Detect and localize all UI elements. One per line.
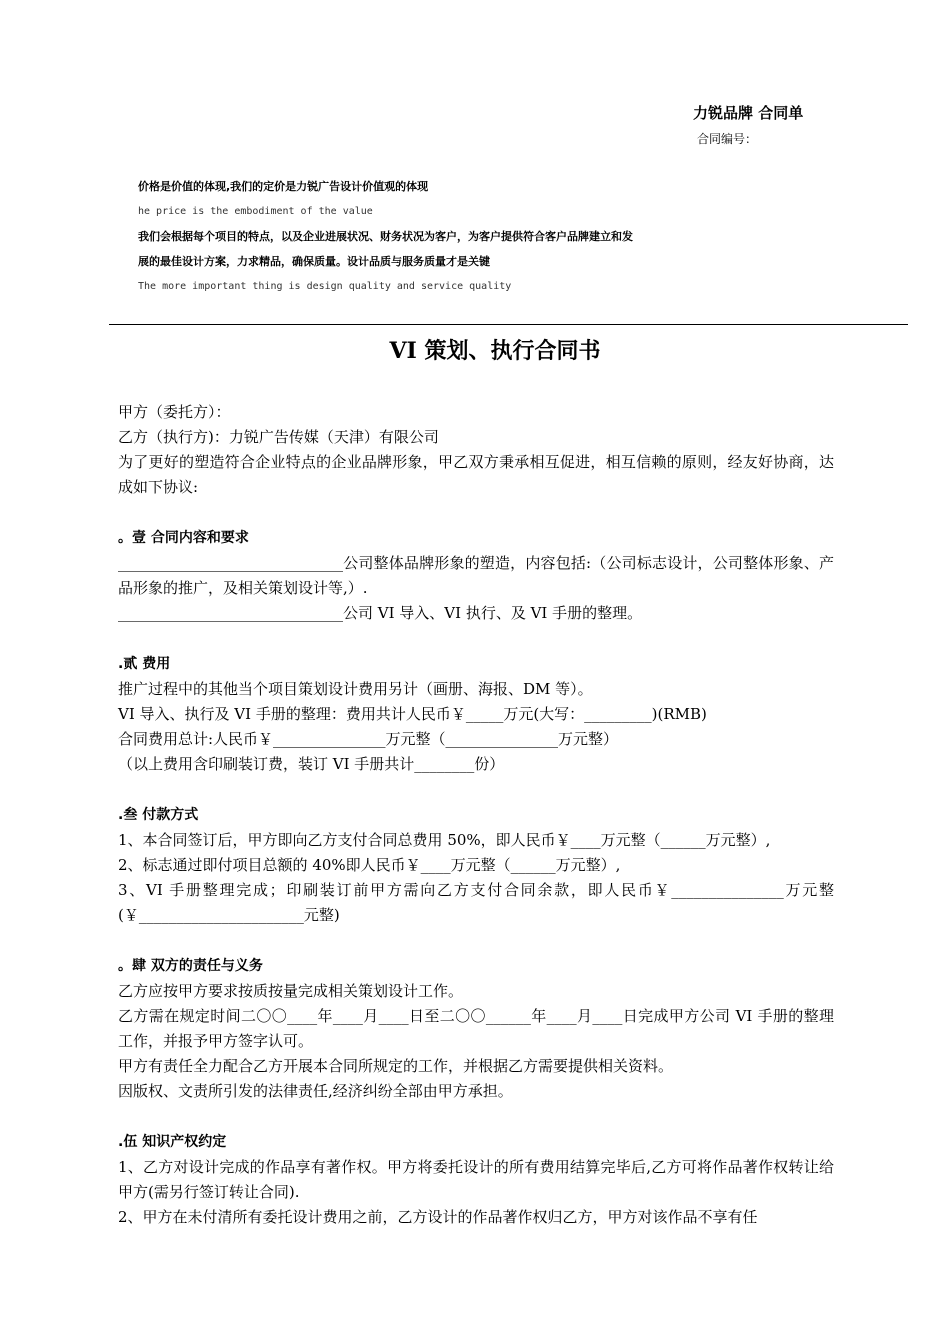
brand-title: 力锐品牌 合同单 xyxy=(693,104,804,122)
slogan-line: 价格是价值的体现,我们的定价是力锐广告设计价值观的体现 xyxy=(138,180,429,193)
slogan-line: 我们会根据每个项目的特点，以及企业进展状况、财务状况为客户，为客户提供符合客户品牌建立和发 xyxy=(138,230,633,243)
document-title: VI 策划、执行合同书 xyxy=(389,338,601,364)
slogan-line: he price is the embodiment of the value xyxy=(138,206,373,217)
slogan-line: 展的最佳设计方案，力求精品，确保质量。设计品质与服务质量才是关键 xyxy=(138,255,490,268)
section-heading-text: .伍 知识产权约定 xyxy=(118,1134,227,1150)
contract-number-label: 合同编号： xyxy=(697,132,758,146)
section-heading-1 xyxy=(118,525,834,551)
spacer xyxy=(118,1104,834,1129)
section-heading-text: .叁 付款方式 xyxy=(118,807,199,823)
section-heading-text: 。壹 合同内容和要求 xyxy=(118,530,249,546)
section-heading-2 xyxy=(118,651,834,677)
section-4-paragraph: 乙方需在规定时间二〇〇____年____月____日至二〇〇______年____月____日完成甲方公司 VI 手册的整理工作，并报予甲方签字认可。 xyxy=(118,1007,834,1050)
section-2-paragraph: 合同费用总计:人民币￥_______________万元整（_______________万元整） xyxy=(118,730,619,748)
section-heading-text: .贰 费用 xyxy=(118,656,171,672)
section-3-paragraph: 3、VI 手册整理完成；印刷装订前甲方需向乙方支付合同余款，即人民币￥_______________万元整(￥______________________元整) xyxy=(118,881,834,924)
section-heading-text: 。肆 双方的责任与义务 xyxy=(118,958,263,974)
spacer xyxy=(118,928,834,953)
section-heading-5 xyxy=(118,1129,834,1155)
intro-paragraph: 为了更好的塑造符合企业特点的企业品牌形象，甲乙双方秉承相互促进，相互信赖的原则，经友好协商，达成如下协议: xyxy=(118,453,834,496)
section-2-paragraph: 推广过程中的其他当个项目策划设计费用另计（画册、海报、DM 等）。 xyxy=(118,680,593,698)
contract-body xyxy=(118,400,834,1230)
section-1-paragraph: ______________________________公司 VI 导入、VI 执行、及 VI 手册的整理。 xyxy=(118,604,643,622)
section-2-paragraph: （以上费用含印刷装订费，装订 VI 手册共计________份） xyxy=(118,755,505,773)
section-4-paragraph: 甲方有责任全力配合乙方开展本合同所规定的工作，并根据乙方需要提供相关资料。 xyxy=(118,1057,674,1075)
section-3-paragraph: 2、标志通过即付项目总额的 40%即人民币￥____万元整（______万元整）, xyxy=(118,856,621,874)
slogan-line: The more important thing is design quality and service quality xyxy=(138,281,512,292)
section-4-paragraph: 因版权、文责所引发的法律责任,经济纠纷全部由甲方承担。 xyxy=(118,1082,513,1100)
slogan-block xyxy=(138,178,758,303)
section-heading-3 xyxy=(118,802,834,828)
section-heading-4 xyxy=(118,953,834,979)
party-b: 乙方（执行方)：力锐广告传媒（天津）有限公司 xyxy=(118,428,439,446)
party-a: 甲方（委托方）： xyxy=(118,403,231,421)
horizontal-divider xyxy=(109,324,908,325)
brand-header xyxy=(693,104,893,147)
section-3-paragraph: 1、本合同签订后，甲方即向乙方支付合同总费用 50%，即人民币￥____万元整（______万元整）, xyxy=(118,831,771,849)
section-5-paragraph: 2、甲方在未付清所有委托设计费用之前，乙方设计的作品著作权归乙方，甲方对该作品不享有任 xyxy=(118,1208,758,1226)
spacer xyxy=(118,626,834,651)
spacer xyxy=(118,500,834,525)
section-4-paragraph: 乙方应按甲方要求按质按量完成相关策划设计工作。 xyxy=(118,982,464,1000)
section-5-paragraph: 1、乙方对设计完成的作品享有著作权。甲方将委托设计的所有费用结算完毕后,乙方可将作品著作权转让给甲方(需另行签订转让合同). xyxy=(118,1158,834,1201)
section-2-paragraph: VI 导入、执行及 VI 手册的整理：费用共计人民币￥_____万元(大写：_________)(RMB) xyxy=(118,705,707,723)
spacer xyxy=(118,777,834,802)
section-1-paragraph: ______________________________公司整体品牌形象的塑造，内容包括:（公司标志设计，公司整体形象、产品形象的推广，及相关策划设计等,）. xyxy=(118,554,834,597)
